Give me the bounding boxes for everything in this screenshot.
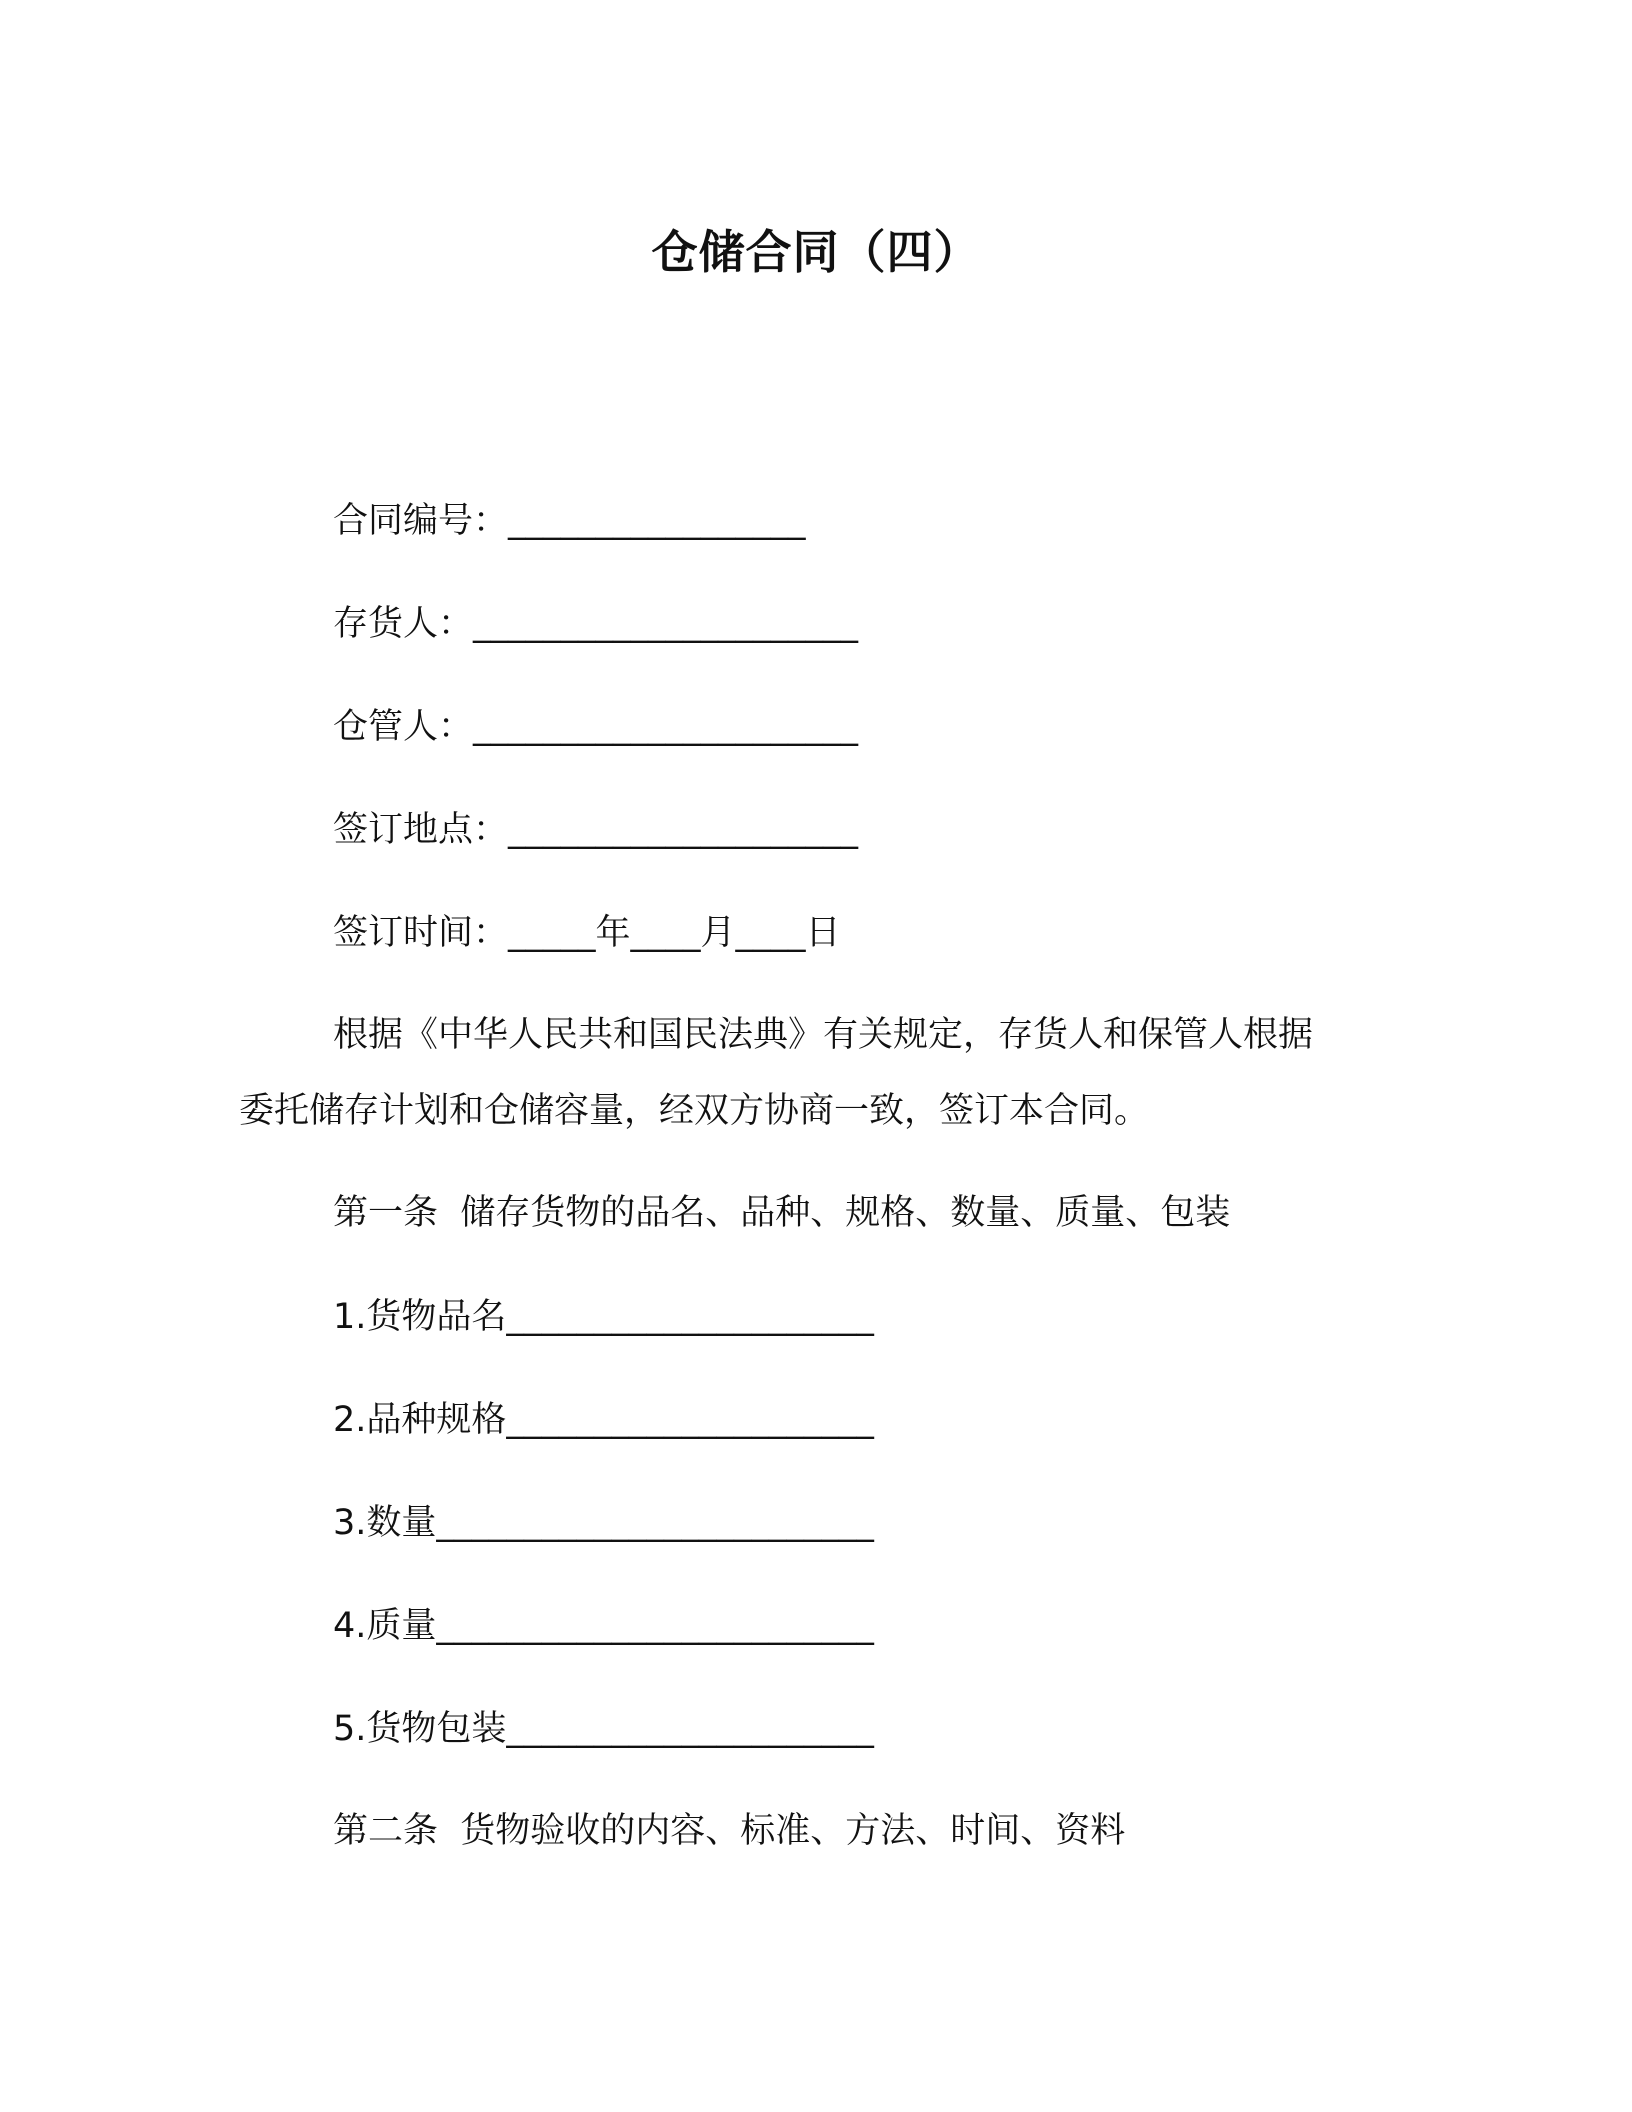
article-1-item-spec: 2.品种规格_____________________ xyxy=(333,1400,874,1440)
document-title: 仓储合同（四） xyxy=(651,225,981,279)
contract-number-field: 合同编号：_________________ xyxy=(333,501,806,541)
article-1-item-name: 1.货物品名_____________________ xyxy=(333,1297,874,1337)
signing-place-field: 签订地点：____________________ xyxy=(333,810,859,850)
signing-date-field: 签订时间：_____年____月____日 xyxy=(333,913,841,953)
article-1-item-quality: 4.质量_________________________ xyxy=(333,1606,874,1646)
article-1-heading: 第一条 储存货物的品名、品种、规格、数量、质量、包装 xyxy=(333,1193,1231,1233)
intro-line-1: 根据《中华人民共和国民法典》有关规定，存货人和保管人根据 xyxy=(333,1015,1314,1055)
warehouse-keeper-field: 仓管人：______________________ xyxy=(333,707,859,747)
article-1-item-quantity: 3.数量_________________________ xyxy=(333,1503,874,1543)
depositor-field: 存货人：______________________ xyxy=(333,604,859,644)
article-1-item-packaging: 5.货物包装_____________________ xyxy=(333,1709,874,1749)
intro-line-2: 委托储存计划和仓储容量，经双方协商一致，签订本合同。 xyxy=(239,1091,1150,1131)
article-2-heading: 第二条 货物验收的内容、标准、方法、时间、资料 xyxy=(333,1811,1126,1851)
intro-paragraph xyxy=(239,1011,1409,1135)
